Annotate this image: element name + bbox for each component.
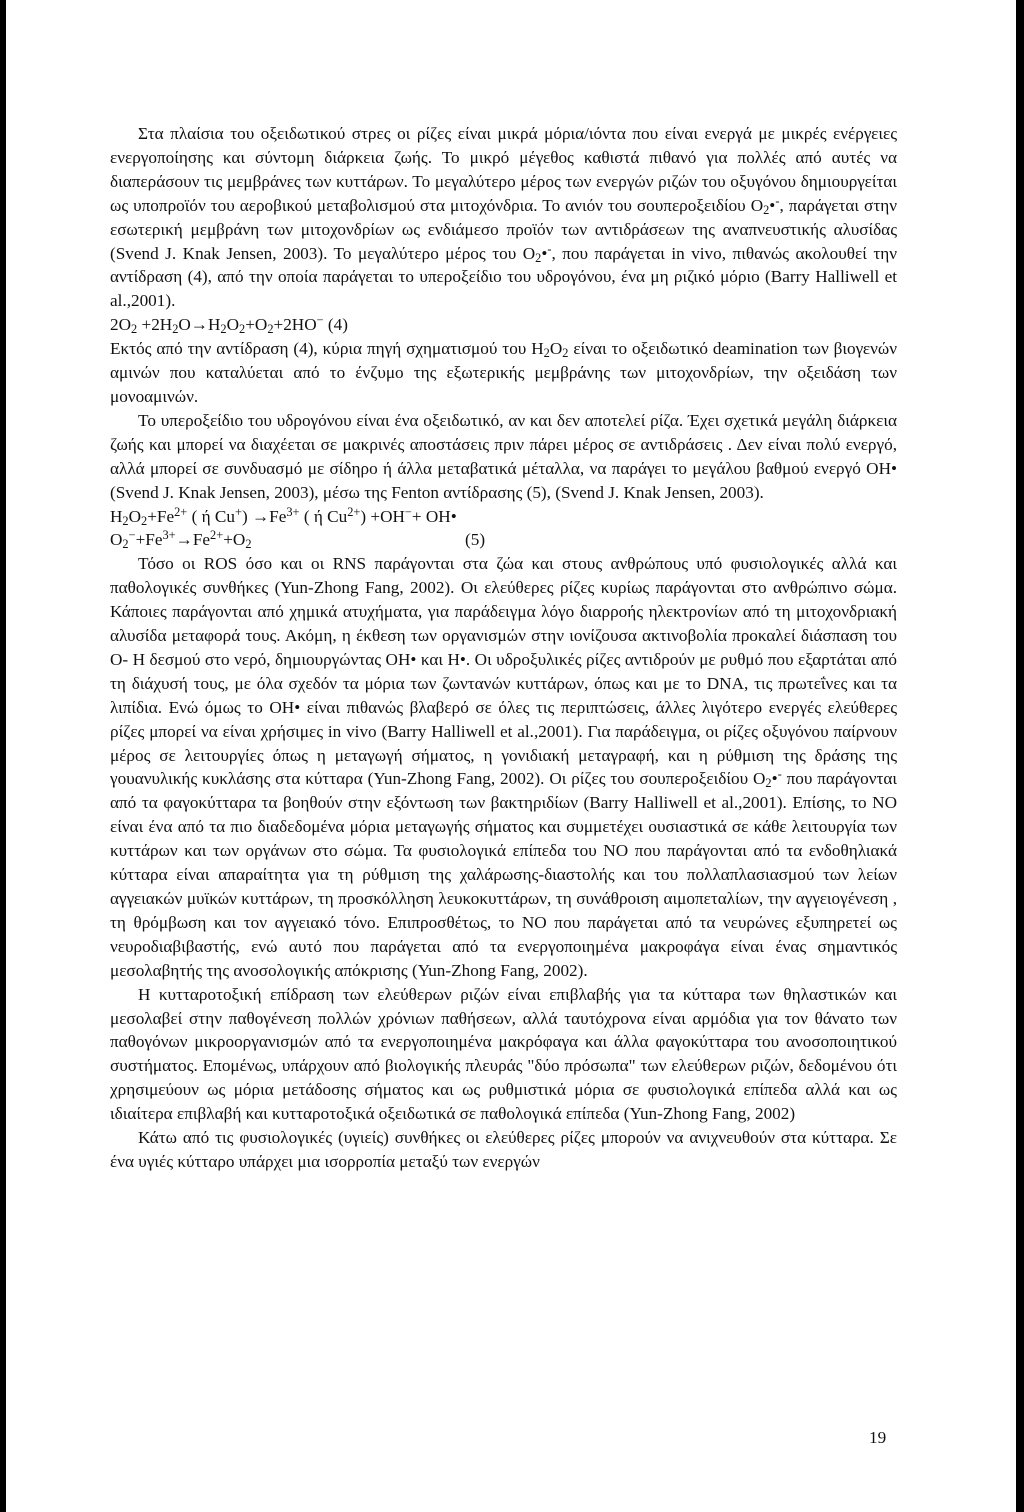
paragraph-4: Τόσο οι ROS όσο και οι RNS παράγονται στα ζώα και στους ανθρώπους υπό φυσιολογικές αλλά και παθολογικές συνθήκες (Yun-Zhong Fang, 2002). Οι ελεύθερες ρίζες κυρίως παράγονται στο ανθρώπινο σώμα. Κάποιες παράγονται από χημικά ατυχήματα, για παράδειγμα λόγο διαρροής ηλεκτρονίων από τη μιτοχονδριακή αλυσίδα μεταφορά τους. Ακόμη, η έκθεση των οργανισμών στην ιονίζουσα ακτινοβολία προκαλεί διάσπαση του O- H δεσμού στο νερό, δημιουργώντας OH• και H•. Οι υδροξυλικές ρίζες αντιδρούν με ρυθμό που εξαρτάται από τη διάχυσή τους, με όλα σχεδόν τα μόρια των ζωντανών κυττάρων, όπως και με το DNA, τις πρωτεΐνες και τα λιπίδια. Ενώ όμως το OH• είναι πιθανώς βλαβερό σε όλες τις περιπτώσεις, άλλες λιγότερο ενεργές ελεύθερες ρίζες μπορεί να είναι χρήσιμες in vivo (Barry Halliwell et al.,2001). Για παράδειγμα, οι ρίζες οξυγόνου παίρνουν μέρος σε λειτουργίες όπως η μεταγωγή σήματος, η γονιδιακή μεταγραφή, και η ρύθμιση της δράσης της γουανυλικής κυκλάσης στα κύτταρα (Yun-Zhong Fang, 2002). Οι ρίζες του σουπεροξειδίου $O_2•^-$ που παράγονται από τα φαγοκύτταρα τα βοηθούν στην εξόντωση των βακτηριδίων (Barry Halliwell et al.,2001). Επίσης, το NO είναι ένα από τα πιο διαδεδομένα μόρια μεταγωγής σήματος και συμμετέχει ουσιαστικά σε κάθε λειτουργία των κυττάρων και των οργάνων στο σώμα. Τα φυσιολογικά επίπεδα του NO που παράγονται από τα ενδοθηλιακά κύτταρα είναι απαραίτητα για τη ρύθμιση της χαλάρωσης-διαστολής και του πολλαπλασιασμού των λείων αγγειακών μυϊκών κυττάρων, τη προσκόλληση λευκοκυττάρων, τη συνάθροιση αιμοπεταλίων, την αγγειογένεση , τη θρόμβωση και τον αγγειακό τόνο. Επιπροσθέτως, το NO που παράγεται από τα νευρώνες εξυπηρετεί ως νευροδιαβιβαστής, ενώ αυτό που παράγεται από τα ενεργοποιημένα μακροφάγα είναι ένας σημαντικός μεσολαβητής της ανοσολογικής απόκρισης (Yun-Zhong Fang, 2002). <box>110 554 897 980</box>
paragraph-2: Εκτός από την αντίδραση (4), κύρια πηγή σχηματισμού του $H_2O_2$ είναι το οξειδωτικό deamination των βιογενών αμινών που καταλύεται από το ένζυμο της εξωτερικής μεμβράνης των μιτοχονδρίων, την οξειδάση των μονοαμινών. <box>110 339 897 406</box>
paragraph-5: Η κυτταροτοξική επίδραση των ελεύθερων ριζών είναι επιβλαβής για τα κύτταρα των θηλαστικών και μεσολαβεί στην παθογένεση πολλών χρόνιων παθήσεων, αλλά ταυτόχρονα είναι αρμόδια για τον θάνατο των παθογόνων μικροοργανισμών από τα ενεργοποιημένα μακρόφαγα και άλλα φαγοκύτταρα του ανοσοποιητικού συστήματος. Επομένως, υπάρχουν από βιολογικής πλευράς "δύο πρόσωπα" των ελεύθερων ριζών, δεδομένου ότι χρησιμεύουν ως μόρια μετάδοσης σήματος και ως ρυθμιστικά μόρια σε φυσιολογικά επίπεδα αλλά και ως ιδιαίτερα επιβλαβή και κυτταροτοξικά οξειδωτικά σε παθολογικά επίπεδα (Yun-Zhong Fang, 2002) <box>110 984 897 1124</box>
paragraph-6: Κάτω από τις φυσιολογικές (υγιείς) συνθήκες οι ελεύθερες ρίζες μπορούν να ανιχνευθούν στα κύτταρα. Σε ένα υγιές κύτταρο υπάρχει μια ισορροπία μεταξύ των ενεργών <box>110 1128 897 1171</box>
paragraph-3: Το υπεροξείδιο του υδρογόνου είναι ένα οξειδωτικό, αν και δεν αποτελεί ρίζα. Έχει σχετικά μεγάλη διάρκεια ζωής και μπορεί να διαχέεται σε μακρινές αποστάσεις πριν πάρει μέρος σε αντιδράσεις . Δεν είναι πολύ ενεργό, αλλά μπορεί σε συνδυασμό με σίδηρο ή άλλα μεταβατικά μέταλλα, να παράγει το μεγάλου βαθμού ενεργό OH• (Svend J. Knak Jensen, 2003), μέσω της Fenton αντίδρασης (5), (Svend J. Knak Jensen, 2003). <box>110 410 897 502</box>
paragraph-1: Στα πλαίσια του οξειδωτικού στρες οι ρίζες είναι μικρά μόρια/ιόντα που είναι ενεργά με μικρές ενέργειες ενεργοποίησης και σύντομη διάρκεια ζωής. Το μικρό μέγεθος καθιστά πιθανό για πολλές από αυτές να διαπεράσουν τις μεμβράνες των κυττάρων. Το μεγαλύτερο μέρος των ενεργών ριζών του οξυγόνου δημιουργείται ως υποπροϊόν του αεροβικού μεταβολισμού στα μιτοχόνδρια. Το ανιόν του σουπεροξειδίου $O_2•^-$, παράγεται στην εσωτερική μεμβράνη των μιτοχονδρίων ως ενδιάμεσο προϊόν των αντιδράσεων της αναπνευστικής αλυσίδας (Svend J. Knak Jensen, 2003). Το μεγαλύτερο μέρος του $O_2•^-$, που παράγεται in vivo, πιθανώς ακολουθεί την αντίδραση (4), από την οποία παράγεται το υπεροξείδιο του υδρογόνου, ένα μη ριζικό μόριο (Barry Halliwell et al.,2001). <box>110 124 897 311</box>
page-number: 19 <box>869 1428 887 1447</box>
equation-5-number: (5) <box>465 530 486 550</box>
body-text <box>110 122 897 1174</box>
scan-edge-left <box>0 0 6 1512</box>
equation-5-line-2: $O_2^-+Fe^{3+}\to Fe^{2+}+O_2$ (5) <box>110 528 486 552</box>
scan-edge-right <box>1016 0 1024 1512</box>
equation-4-number: (4) <box>327 315 348 335</box>
equation-5-line-1: $H_2O_2+Fe^{2+}$ ( ή $Cu^+) \to Fe^{3+}$ ( ή $Cu^{2+}) +OH^-+$ OH• <box>110 504 457 528</box>
equation-4: $2O_2 +2H_2O\to H_2O_2+O_2+2HO^-$ (4) <box>110 313 348 337</box>
